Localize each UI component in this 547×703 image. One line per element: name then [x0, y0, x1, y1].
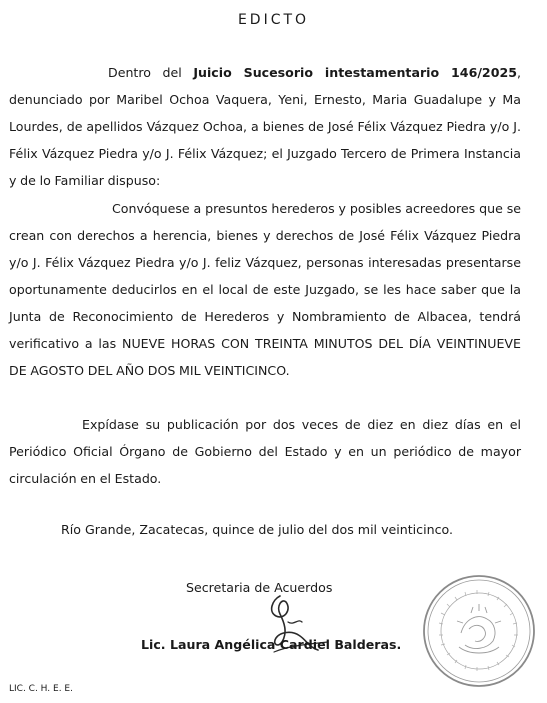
paragraph-convocation: Convóquese a presuntos herederos y posibles acreedores que se crean con derechos a herencia, bienes y derechos de José Félix Vázquez Piedra y/o J. Félix Vázquez Piedra y/o J. feliz Vázquez, personas interesadas presentarse oportunamente deducirlos en el local de este Juzgado, se les hace saber que la Junta de Reconocimiento de Herederos y Nombramiento de Albacea, tendrá verificativo a las NUEVE HORAS CON TREINTA MINUTOS DEL DÍA VEINTINUEVE DE AGOSTO DEL AÑO DOS MIL VEINTICINCO. — [9, 201, 521, 378]
paragraph-case-body: , denunciado por Maribel Ochoa Vaquera, Yeni, Ernesto, Maria Guadalupe y Ma Lourdes, de apellidos Vázquez Ochoa, a bienes de José Félix Vázquez Piedra y/o J. Félix Vázquez Piedra y/o J. Félix Vázquez; el Juzgado Tercero de Primera Instancia y de lo Familiar dispuso: — [9, 65, 522, 188]
paragraph-case-intro — [9, 59, 521, 194]
court-seal-stamp — [421, 573, 537, 689]
edict-title: EDICTO — [237, 12, 310, 28]
secretaria-title: Secretaria de Acuerdos — [186, 580, 333, 595]
paragraph-publication: Expídase su publicación por dos veces de diez en diez días en el Periódico Oficial Órgano de Gobierno del Estado y en un periódico de mayor circulación en el Estado. — [9, 417, 521, 486]
paragraph-intro-text: Dentro del — [108, 65, 194, 80]
initials: LIC. C. H. E. E. — [9, 684, 73, 694]
case-number: Juicio Sucesorio intestamentario 146/2025 — [193, 65, 517, 80]
date-line: Río Grande, Zacatecas, quince de julio del dos mil veinticinco. — [61, 522, 453, 537]
signer-name: Lic. Laura Angélica Cardiel Balderas. — [141, 637, 402, 652]
